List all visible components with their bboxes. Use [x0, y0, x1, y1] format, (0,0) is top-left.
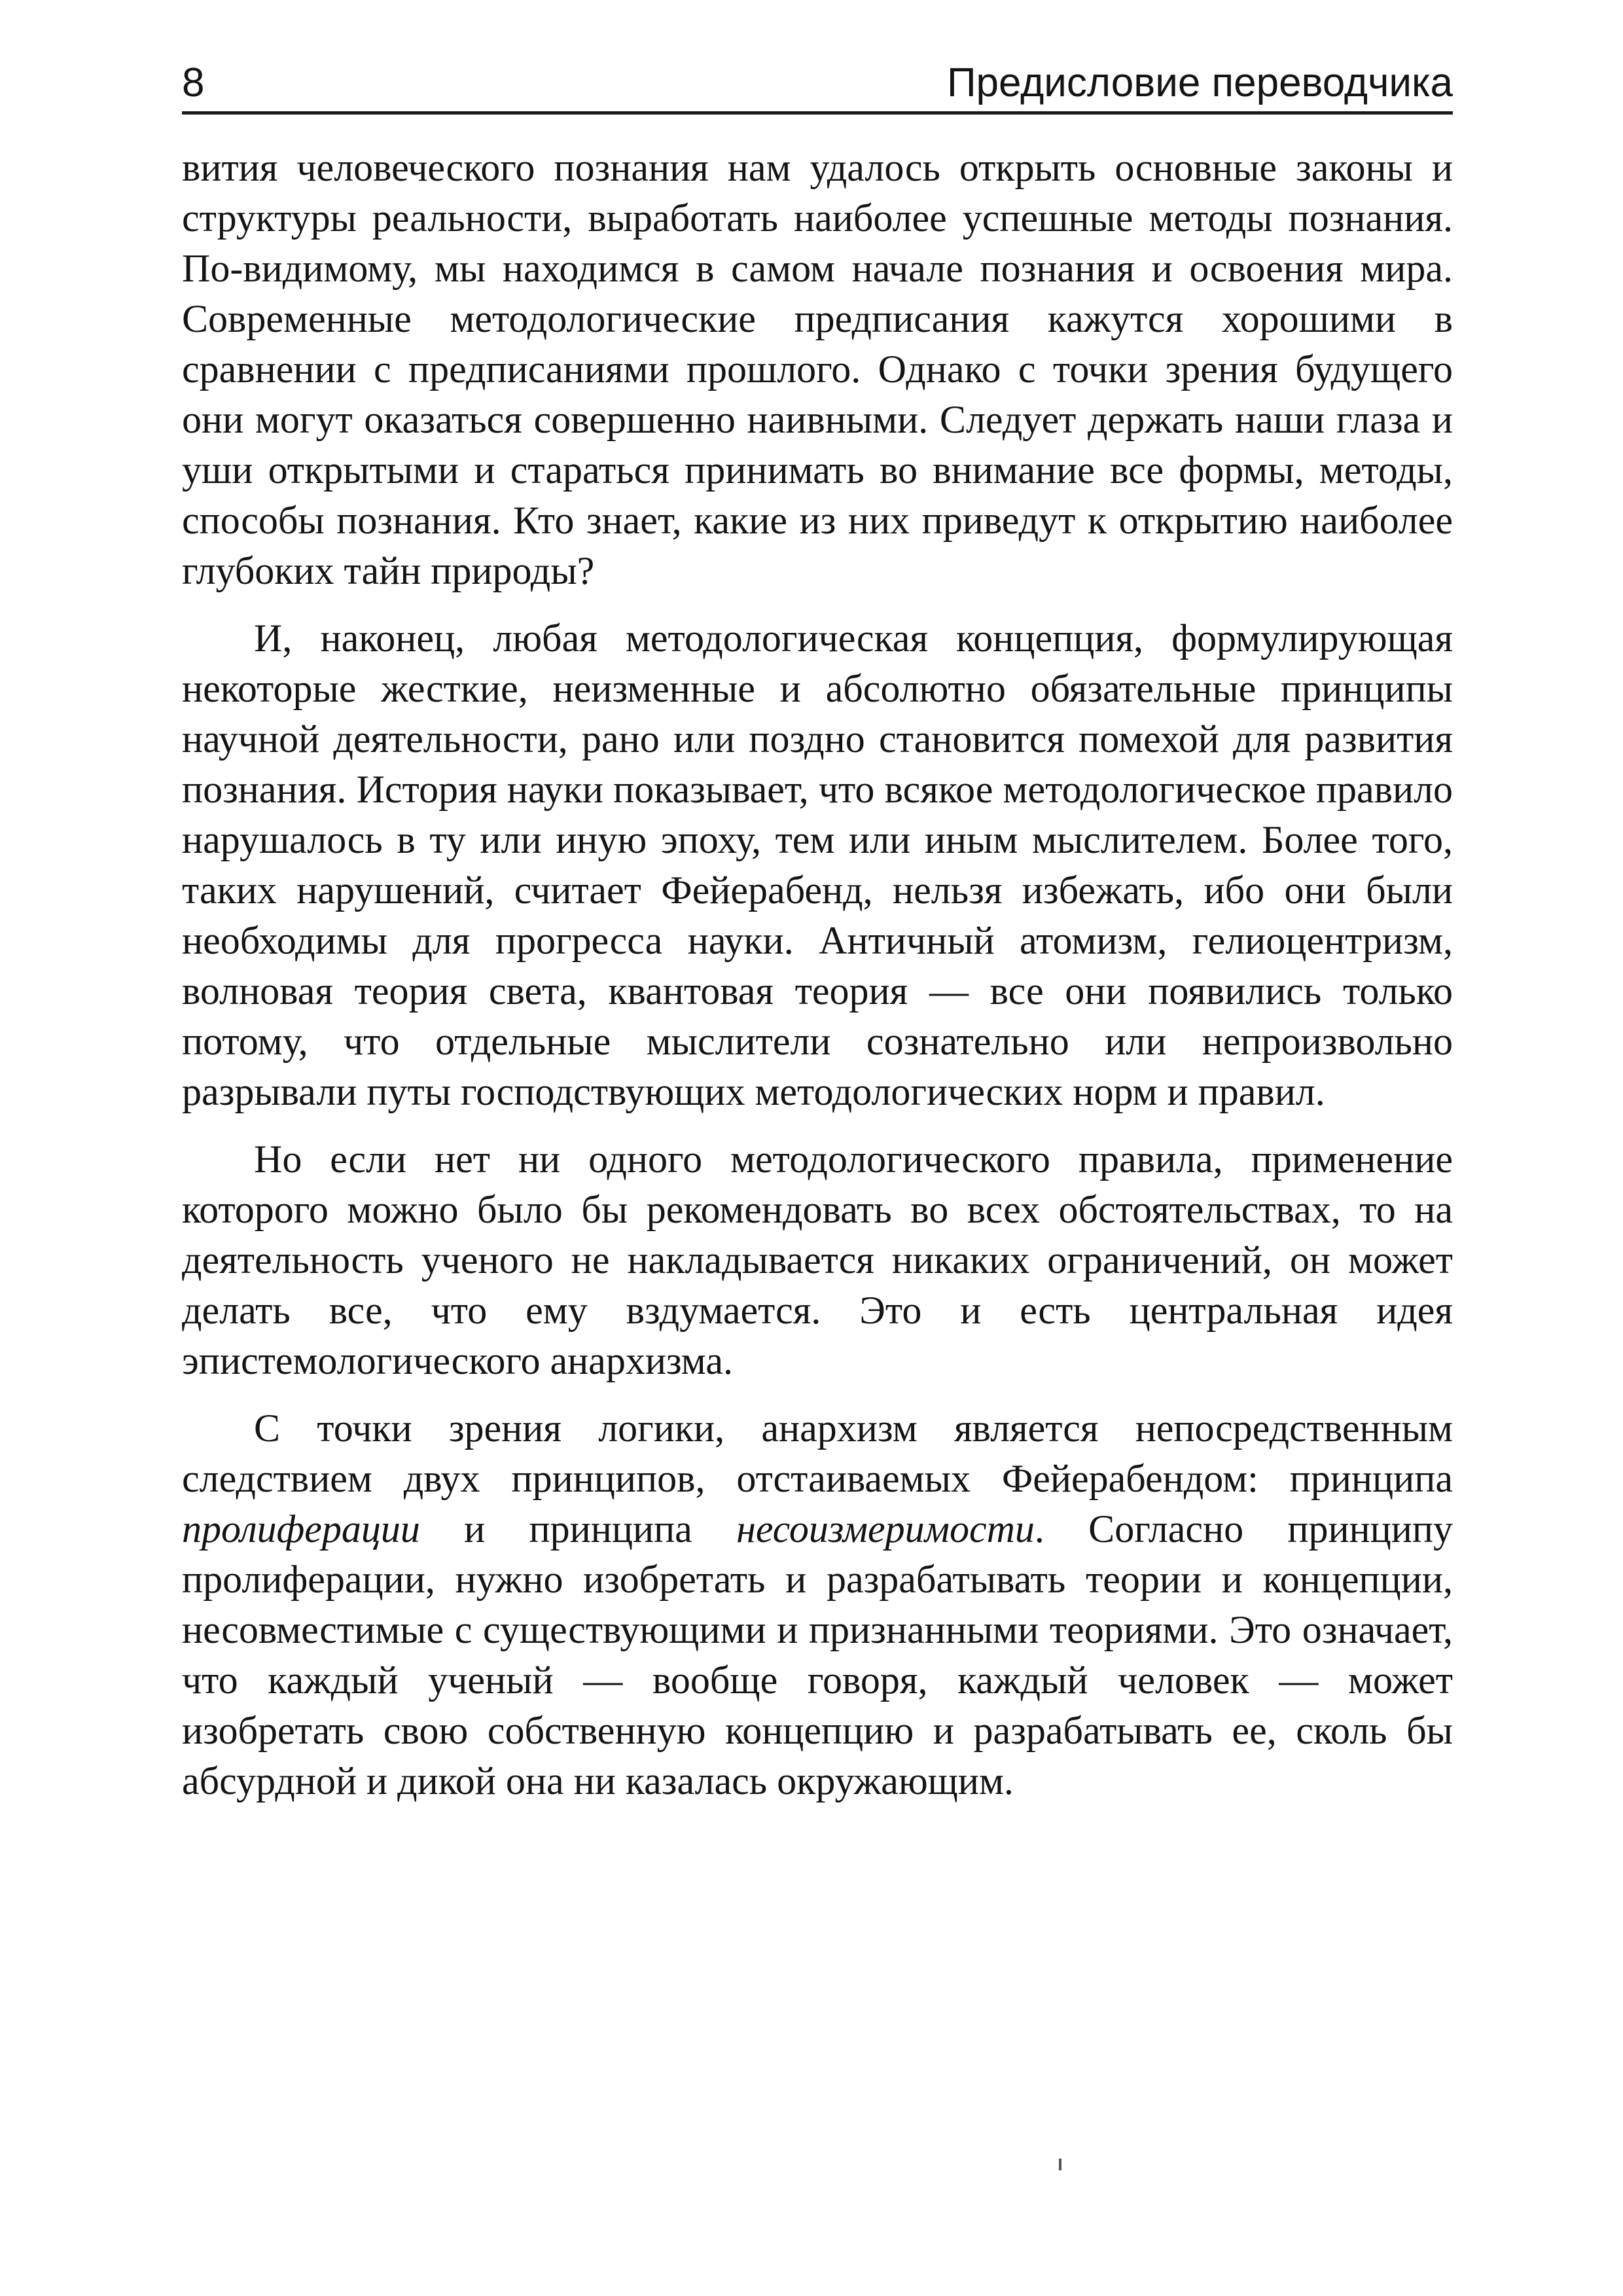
principles-text-end: . Согласно принципу пролиферации, нужно изобретать и разрабатывать теории и концепции, несовместимые с существующими и признанными теориями. Это означает, что каждый ученый — вообще говоря, каждый человек — может изобретать свою собственную концепцию и разрабатывать ее, сколь бы абсурдной и дикой она ни казалась окружающим.	[182, 1507, 1453, 1803]
print-mark	[1059, 2159, 1061, 2170]
body-text	[182, 143, 1453, 1823]
term-proliferation: пролиферации	[182, 1507, 420, 1551]
principles-text-middle: и принципа	[419, 1507, 737, 1551]
page-number: 8	[182, 60, 205, 105]
term-incommensurability: несоизмеримости	[736, 1507, 1035, 1551]
principles-text-start: С точки зрения логики, анархизм является непосредственным следствием двух принципов, отстаиваемых Фейерабендом: принципа	[182, 1407, 1453, 1500]
running-head	[182, 58, 1453, 115]
paragraph-anarchism-idea: Но если нет ни одного методологического правила, применение которого можно было бы рекомендовать во всех обстоятельствах, то на деятельность ученого не накладывается никаких ограничений, он может делать все, что ему вздумается. Это и есть центральная идея эпистемологического анархизма.	[182, 1138, 1453, 1382]
paragraph-continued: вития человеческого познания нам удалось открыть основные законы и структуры реальности, выработать наиболее успешные методы познания. По-видимому, мы находимся в самом начале познания и освоения мира. Современные методологические предписания кажутся хорошими в сравнении с предписаниями прошлого. Однако с точки зрения будущего они могут оказаться совершенно наивными. Следует держать наши глаза и уши открытыми и стараться принимать во внимание все формы, методы, способы познания. Кто знает, какие из них приведут к открытию наиболее глубоких тайн природы?	[182, 146, 1453, 592]
running-title: Предисловие переводчика	[946, 60, 1453, 105]
paragraph-principles	[182, 1403, 1453, 1806]
paragraph-methodology: И, наконец, любая методологическая концепция, формулирующая некоторые жесткие, неизменные и абсолютно обязательные принципы научной деятельности, рано или поздно становится помехой для развития познания. История науки показывает, что всякое методологическое правило нарушалось в ту или иную эпоху, тем или иным мыслителем. Более того, таких нарушений, считает Фейерабенд, нельзя избежать, ибо они были необходимы для прогресса науки. Античный атомизм, гелиоцентризм, волновая теория света, квантовая теория — все они появились только потому, что отдельные мыслители сознательно или непроизвольно разрывали путы господствующих методологических норм и правил.	[182, 617, 1453, 1113]
